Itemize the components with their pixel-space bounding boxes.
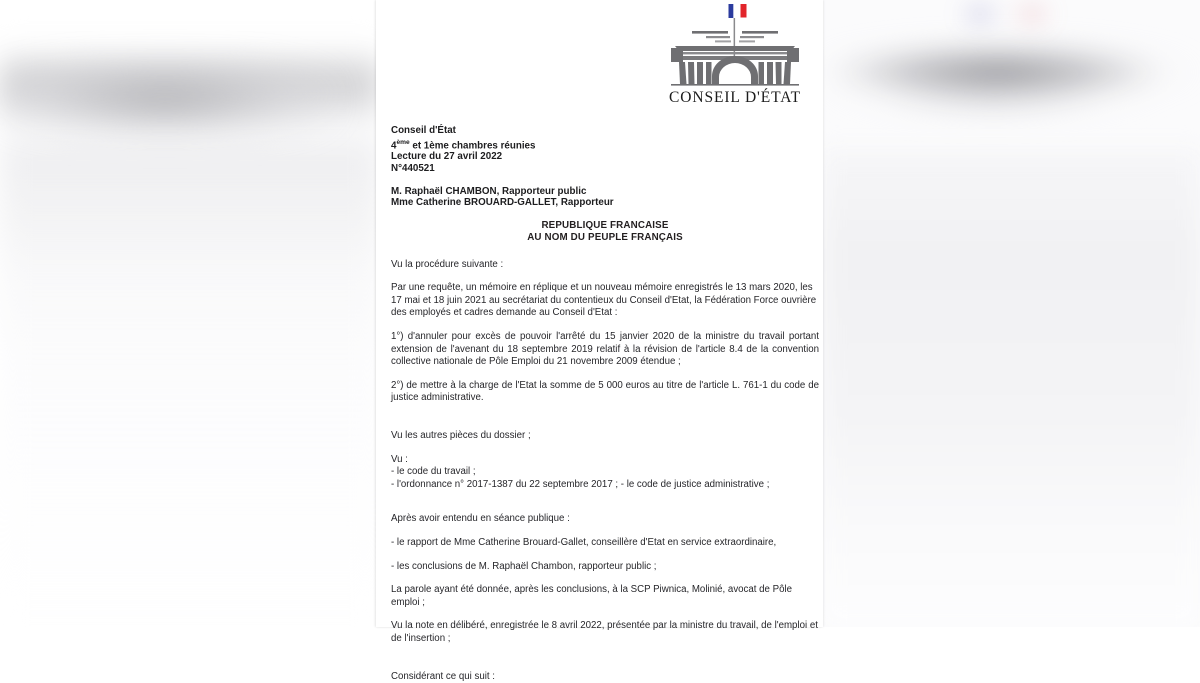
request-paragraph: Par une requête, un mémoire en réplique et un nouveau mémoire enregistrés le 13 mars 2020, les 17 mai et 18 juin 2021 au secrétariat du contentieux du Conseil d'Etat, la Fédération Force ouvrière des employés et cadres demande au Conseil d'Etat : — [391, 282, 817, 319]
court-name: Conseil d'État — [391, 125, 456, 136]
officials — [391, 186, 815, 209]
case-number: N°440521 — [391, 163, 435, 175]
hearing-item-conclusions: - les conclusions de M. Raphaël Chambon, rapporteur public ; — [391, 560, 657, 572]
rapporteur-public: M. Raphaël CHAMBON, Rapporteur public — [391, 185, 587, 197]
considering-intro: Considérant ce qui suit : — [391, 670, 495, 682]
body-spacer — [391, 502, 819, 513]
republic-title — [383, 220, 815, 245]
counsel-paragraph: La parole ayant été donnée, après les conclusions, à la SCP Piwnica, Molinié, avocat de Pôle emploi ; — [391, 584, 793, 608]
decision-body — [391, 259, 819, 683]
reading-date: Lecture du 27 avril 2022 — [391, 151, 503, 163]
other-pieces: Vu les autres pièces du dossier ; — [391, 429, 531, 441]
logo-header — [383, 0, 815, 125]
case-header — [391, 125, 815, 209]
hearing-item-report: - le rapport de Mme Catherine Brouard-Gallet, conseillère d'Etat en service extraordinaire, — [391, 536, 777, 548]
backdrop-right-logo-blur — [823, 14, 1200, 134]
logo-wordmark: CONSEIL D'ÉTAT — [669, 89, 801, 106]
republic-title-line-1: REPUBLIQUE FRANCAISE — [541, 219, 669, 231]
chambers-rest: et 1ème chambres réunies — [409, 139, 536, 151]
deliberation-note: Vu la note en délibéré, enregistrée le 8 avril 2022, présentée par la ministre du travail, de l'emploi et de l'insertion ; — [391, 620, 818, 644]
chambers-line — [391, 137, 815, 152]
republic-title-line-2: AU NOM DU PEUPLE FRANÇAIS — [527, 232, 683, 244]
vu-label: Vu : — [391, 453, 408, 465]
conseil-detat-logo — [659, 0, 811, 107]
document-page — [376, 0, 823, 682]
vu-item-code-travail: - le code du travail ; — [391, 466, 476, 478]
chambers-ordinal-suffix: ème — [396, 138, 410, 146]
hearing-intro: Après avoir entendu en séance publique : — [391, 513, 570, 525]
procedure-intro: Vu la procédure suivante : — [391, 258, 504, 270]
case-identification — [391, 125, 815, 175]
logo-emblem — [659, 0, 811, 88]
backdrop-left-blur-band — [0, 64, 330, 134]
claim-2: 2°) de mettre à la charge de l'Etat la somme de 5 000 euros au titre de l'article L. 761-1 du code de justice administrative. — [391, 379, 819, 404]
chambers-number: 4 — [391, 139, 397, 151]
backdrop-right-body-blur — [823, 150, 1200, 627]
rapporteur: Mme Catherine BROUARD-GALLET, Rapporteur — [391, 197, 614, 209]
vu-item-ordonnance: - l'ordonnance n° 2017-1387 du 22 septembre 2017 ; - le code de justice administrative ; — [391, 478, 770, 490]
claim-1: 1°) d'annuler pour excès de pouvoir l'arrêté du 15 janvier 2020 de la ministre du travail portant extension de l'avenant du 18 septembre 2019 relatif à la révision de l'article 8.4 de la convention collective nationale de Pôle Emploi du 21 novembre 2009 étendue ; — [391, 331, 819, 368]
backdrop-right-flag-blur — [940, 0, 1090, 30]
